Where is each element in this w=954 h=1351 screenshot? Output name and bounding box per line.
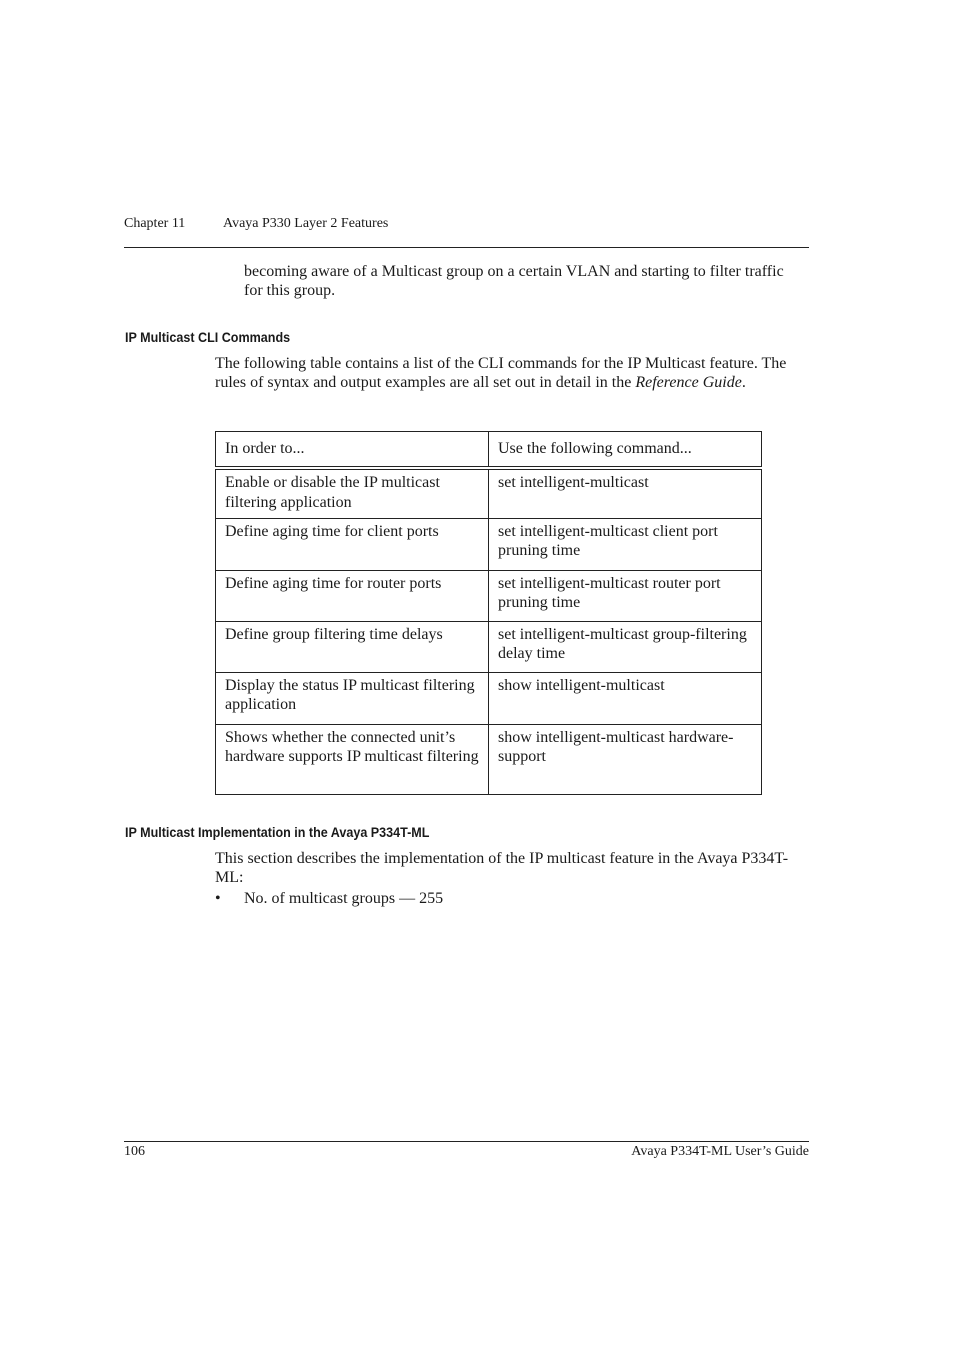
table-row [216,724,762,794]
task-cell: Define group filtering time delays [216,621,489,672]
table-row [216,621,762,672]
reference-guide-italic: Reference Guide [635,374,742,391]
chapter-label: Chapter 11 [124,216,186,231]
table-header-row [216,432,762,469]
command-cell: set intelligent-multicast group-filtering delay time [489,621,762,672]
footer-rule [124,1141,809,1142]
task-cell: Display the status IP multicast filtering application [216,672,489,724]
table-row [216,672,762,724]
command-cell: show intelligent-multicast hardware-support [489,724,762,794]
table-row [216,518,762,570]
command-cell: show intelligent-multicast [489,672,762,724]
command-cell: set intelligent-multicast [489,468,762,518]
header-rule [124,247,809,248]
section-heading-implementation: IP Multicast Implementation in the Avaya P334T-ML [125,825,430,840]
chapter-title: Avaya P330 Layer 2 Features [223,216,389,231]
cli-commands-table [215,431,762,795]
table-row [216,468,762,518]
implementation-paragraph: This section describes the implementation of the IP multicast feature in the Avaya P334T-ML: [215,850,789,886]
cli-intro-text: The following table contains a list of the CLI commands for the IP Multicast feature. The rules of syntax and output examples are all set out in detail in the [215,355,787,391]
running-header [124,216,388,232]
task-cell: Define aging time for router ports [216,570,489,621]
cli-intro-paragraph [215,354,810,392]
task-cell: Define aging time for client ports [216,518,489,570]
cli-intro-end: . [741,374,746,391]
table-row [216,570,762,621]
column-header-command: Use the following command... [489,432,762,469]
intro-continued-paragraph: becoming aware of a Multicast group on a certain VLAN and starting to filter traffic for this group. [244,263,784,299]
page-number: 106 [124,1144,145,1159]
multicast-groups-item: No. of multicast groups — 255 [244,890,444,907]
task-cell: Shows whether the connected unit’s hardware supports IP multicast filtering [216,724,489,794]
command-cell: set intelligent-multicast router port pruning time [489,570,762,621]
footer-guide-title: Avaya P334T-ML User’s Guide [631,1144,809,1159]
column-header-task: In order to... [216,432,489,469]
task-cell: Enable or disable the IP multicast filtering application [216,468,489,518]
bullet-symbol: • [215,890,221,907]
command-cell: set intelligent-multicast client port pruning time [489,518,762,570]
section-heading-cli-commands: IP Multicast CLI Commands [125,330,291,345]
list-item [215,890,443,908]
